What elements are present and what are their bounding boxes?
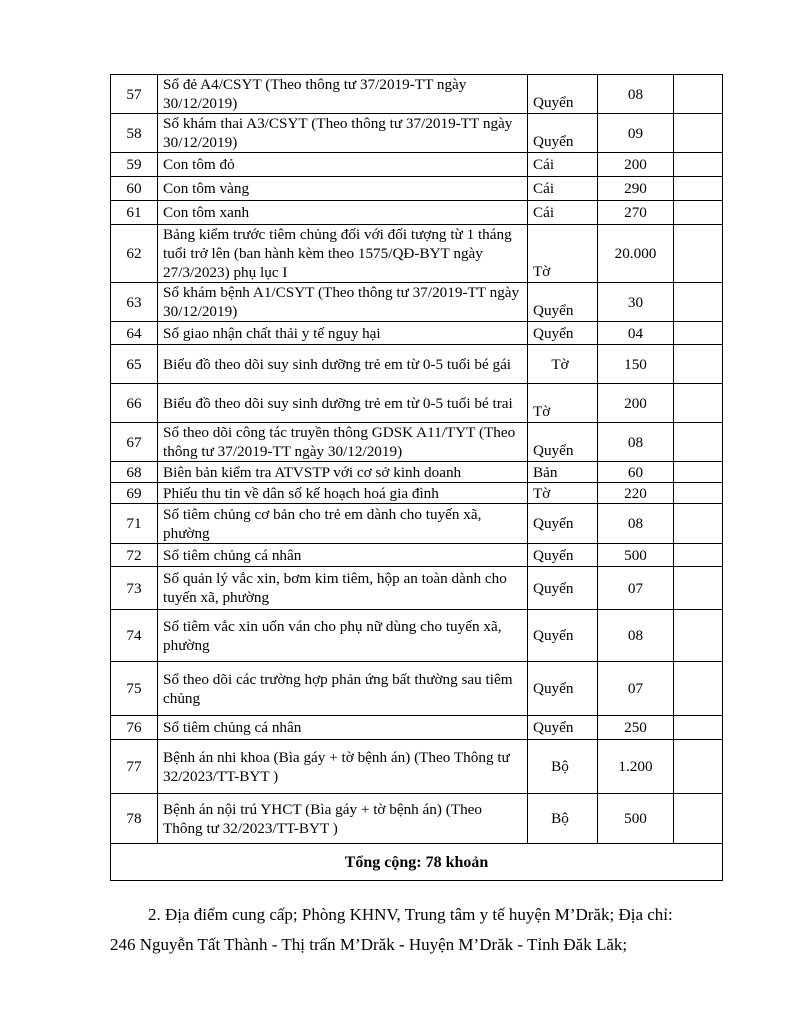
item-quantity: 30 bbox=[598, 283, 674, 322]
item-name: Con tôm xanh bbox=[158, 201, 528, 225]
empty-cell bbox=[674, 716, 723, 740]
item-quantity: 04 bbox=[598, 322, 674, 345]
table-row bbox=[111, 544, 723, 567]
item-name: Biểu đồ theo dõi suy sinh dưỡng trẻ em từ 0-5 tuổi bé gái bbox=[158, 345, 528, 384]
row-number: 66 bbox=[111, 384, 158, 423]
item-quantity: 08 bbox=[598, 75, 674, 114]
item-unit: Quyển bbox=[528, 610, 598, 662]
item-unit: Quyển bbox=[528, 114, 598, 153]
row-number: 78 bbox=[111, 794, 158, 844]
item-name: Sổ quản lý vắc xin, bơm kim tiêm, hộp an toàn dành cho tuyến xã, phường bbox=[158, 567, 528, 610]
empty-cell bbox=[674, 483, 723, 504]
item-quantity: 250 bbox=[598, 716, 674, 740]
row-number: 61 bbox=[111, 201, 158, 225]
item-name: Sổ đẻ A4/CSYT (Theo thông tư 37/2019-TT ngày 30/12/2019) bbox=[158, 75, 528, 114]
empty-cell bbox=[674, 504, 723, 544]
table-row bbox=[111, 225, 723, 283]
empty-cell bbox=[674, 423, 723, 462]
item-quantity: 08 bbox=[598, 423, 674, 462]
row-number: 62 bbox=[111, 225, 158, 283]
item-unit: Bộ bbox=[528, 794, 598, 844]
item-name: Phiếu thu tin về dân số kế hoạch hoá gia đình bbox=[158, 483, 528, 504]
item-unit: Quyển bbox=[528, 423, 598, 462]
empty-cell bbox=[674, 567, 723, 610]
item-unit: Tờ bbox=[528, 225, 598, 283]
empty-cell bbox=[674, 177, 723, 201]
item-quantity: 20.000 bbox=[598, 225, 674, 283]
table-row bbox=[111, 462, 723, 483]
empty-cell bbox=[674, 794, 723, 844]
item-unit: Cái bbox=[528, 153, 598, 177]
table-row bbox=[111, 177, 723, 201]
item-quantity: 220 bbox=[598, 483, 674, 504]
item-name: Bệnh án nội trú YHCT (Bìa gáy + tờ bệnh án) (Theo Thông tư 32/2023/TT-BYT ) bbox=[158, 794, 528, 844]
table-row bbox=[111, 423, 723, 462]
row-number: 68 bbox=[111, 462, 158, 483]
table-row bbox=[111, 794, 723, 844]
empty-cell bbox=[674, 225, 723, 283]
item-quantity: 290 bbox=[598, 177, 674, 201]
row-number: 63 bbox=[111, 283, 158, 322]
row-number: 57 bbox=[111, 75, 158, 114]
row-number: 71 bbox=[111, 504, 158, 544]
table-row bbox=[111, 75, 723, 114]
item-quantity: 60 bbox=[598, 462, 674, 483]
item-quantity: 200 bbox=[598, 153, 674, 177]
table-row bbox=[111, 716, 723, 740]
row-number: 69 bbox=[111, 483, 158, 504]
item-name: Sổ giao nhận chất thải y tế nguy hại bbox=[158, 322, 528, 345]
table-row bbox=[111, 384, 723, 423]
supply-table-body bbox=[111, 75, 723, 881]
item-unit: Quyển bbox=[528, 716, 598, 740]
row-number: 77 bbox=[111, 740, 158, 794]
row-number: 67 bbox=[111, 423, 158, 462]
table-row bbox=[111, 201, 723, 225]
item-name: Biên bản kiểm tra ATVSTP với cơ sở kinh doanh bbox=[158, 462, 528, 483]
row-number: 76 bbox=[111, 716, 158, 740]
empty-cell bbox=[674, 544, 723, 567]
item-name: Biểu đồ theo dõi suy sinh dưỡng trẻ em từ 0-5 tuổi bé trai bbox=[158, 384, 528, 423]
item-name: Con tôm vàng bbox=[158, 177, 528, 201]
item-name: Sổ tiêm chủng cá nhân bbox=[158, 544, 528, 567]
row-number: 74 bbox=[111, 610, 158, 662]
empty-cell bbox=[674, 114, 723, 153]
table-row bbox=[111, 740, 723, 794]
item-unit: Tờ bbox=[528, 384, 598, 423]
item-unit: Bộ bbox=[528, 740, 598, 794]
item-name: Sổ tiêm vắc xin uốn ván cho phụ nữ dùng cho tuyến xã, phường bbox=[158, 610, 528, 662]
item-quantity: 08 bbox=[598, 610, 674, 662]
row-number: 75 bbox=[111, 662, 158, 716]
item-name: Sổ khám bệnh A1/CSYT (Theo thông tư 37/2019-TT ngày 30/12/2019) bbox=[158, 283, 528, 322]
table-row bbox=[111, 114, 723, 153]
total-label: Tổng cộng: 78 khoản bbox=[111, 844, 723, 881]
item-name: Sổ tiêm chủng cơ bản cho trẻ em dành cho tuyến xã, phường bbox=[158, 504, 528, 544]
item-quantity: 08 bbox=[598, 504, 674, 544]
empty-cell bbox=[674, 201, 723, 225]
row-number: 73 bbox=[111, 567, 158, 610]
item-unit: Quyển bbox=[528, 567, 598, 610]
item-unit: Tờ bbox=[528, 345, 598, 384]
item-name: Sổ khám thai A3/CSYT (Theo thông tư 37/2019-TT ngày 30/12/2019) bbox=[158, 114, 528, 153]
empty-cell bbox=[674, 345, 723, 384]
item-unit: Cái bbox=[528, 201, 598, 225]
item-unit: Quyển bbox=[528, 504, 598, 544]
item-name: Bảng kiểm trước tiêm chủng đối với đối tượng từ 1 tháng tuổi trở lên (ban hành kèm theo 1575/QĐ-BYT ngày 27/3/2023) phụ lục I bbox=[158, 225, 528, 283]
item-name: Bệnh án nhi khoa (Bìa gáy + tờ bệnh án) (Theo Thông tư 32/2023/TT-BYT ) bbox=[158, 740, 528, 794]
empty-cell bbox=[674, 322, 723, 345]
table-row bbox=[111, 153, 723, 177]
item-unit: Quyển bbox=[528, 283, 598, 322]
item-name: Con tôm đỏ bbox=[158, 153, 528, 177]
table-row bbox=[111, 345, 723, 384]
item-quantity: 270 bbox=[598, 201, 674, 225]
row-number: 64 bbox=[111, 322, 158, 345]
delivery-location-paragraph bbox=[110, 900, 750, 960]
empty-cell bbox=[674, 462, 723, 483]
item-unit: Quyển bbox=[528, 544, 598, 567]
empty-cell bbox=[674, 662, 723, 716]
item-quantity: 1.200 bbox=[598, 740, 674, 794]
row-number: 72 bbox=[111, 544, 158, 567]
item-unit: Cái bbox=[528, 177, 598, 201]
empty-cell bbox=[674, 283, 723, 322]
table-row bbox=[111, 504, 723, 544]
row-number: 59 bbox=[111, 153, 158, 177]
item-name: Sổ theo dõi công tác truyền thông GDSK A11/TYT (Theo thông tư 37/2019-TT ngày 30/12/2019) bbox=[158, 423, 528, 462]
table-row bbox=[111, 567, 723, 610]
item-name: Sổ theo dõi các trường hợp phản ứng bất thường sau tiêm chủng bbox=[158, 662, 528, 716]
row-number: 58 bbox=[111, 114, 158, 153]
item-unit: Quyển bbox=[528, 322, 598, 345]
supply-table bbox=[110, 74, 723, 881]
total-row bbox=[111, 844, 723, 881]
item-quantity: 150 bbox=[598, 345, 674, 384]
item-quantity: 200 bbox=[598, 384, 674, 423]
item-unit: Bản bbox=[528, 462, 598, 483]
table-row bbox=[111, 322, 723, 345]
paragraph-line-1: 2. Địa điểm cung cấp; Phòng KHNV, Trung tâm y tế huyện M’Drăk; Địa chỉ: bbox=[148, 905, 673, 924]
item-quantity: 07 bbox=[598, 567, 674, 610]
empty-cell bbox=[674, 740, 723, 794]
empty-cell bbox=[674, 153, 723, 177]
item-name: Sổ tiêm chủng cá nhân bbox=[158, 716, 528, 740]
table-row bbox=[111, 610, 723, 662]
item-unit: Quyển bbox=[528, 75, 598, 114]
item-unit: Quyển bbox=[528, 662, 598, 716]
item-quantity: 07 bbox=[598, 662, 674, 716]
item-unit: Tờ bbox=[528, 483, 598, 504]
item-quantity: 500 bbox=[598, 794, 674, 844]
row-number: 60 bbox=[111, 177, 158, 201]
item-quantity: 09 bbox=[598, 114, 674, 153]
row-number: 65 bbox=[111, 345, 158, 384]
paragraph-line-2: 246 Nguyễn Tất Thành - Thị trấn M’Drăk - Huyện M’Drăk - Tỉnh Đăk Lăk; bbox=[110, 935, 628, 954]
item-quantity: 500 bbox=[598, 544, 674, 567]
table-row bbox=[111, 283, 723, 322]
empty-cell bbox=[674, 75, 723, 114]
empty-cell bbox=[674, 610, 723, 662]
table-row bbox=[111, 483, 723, 504]
table-row bbox=[111, 662, 723, 716]
empty-cell bbox=[674, 384, 723, 423]
